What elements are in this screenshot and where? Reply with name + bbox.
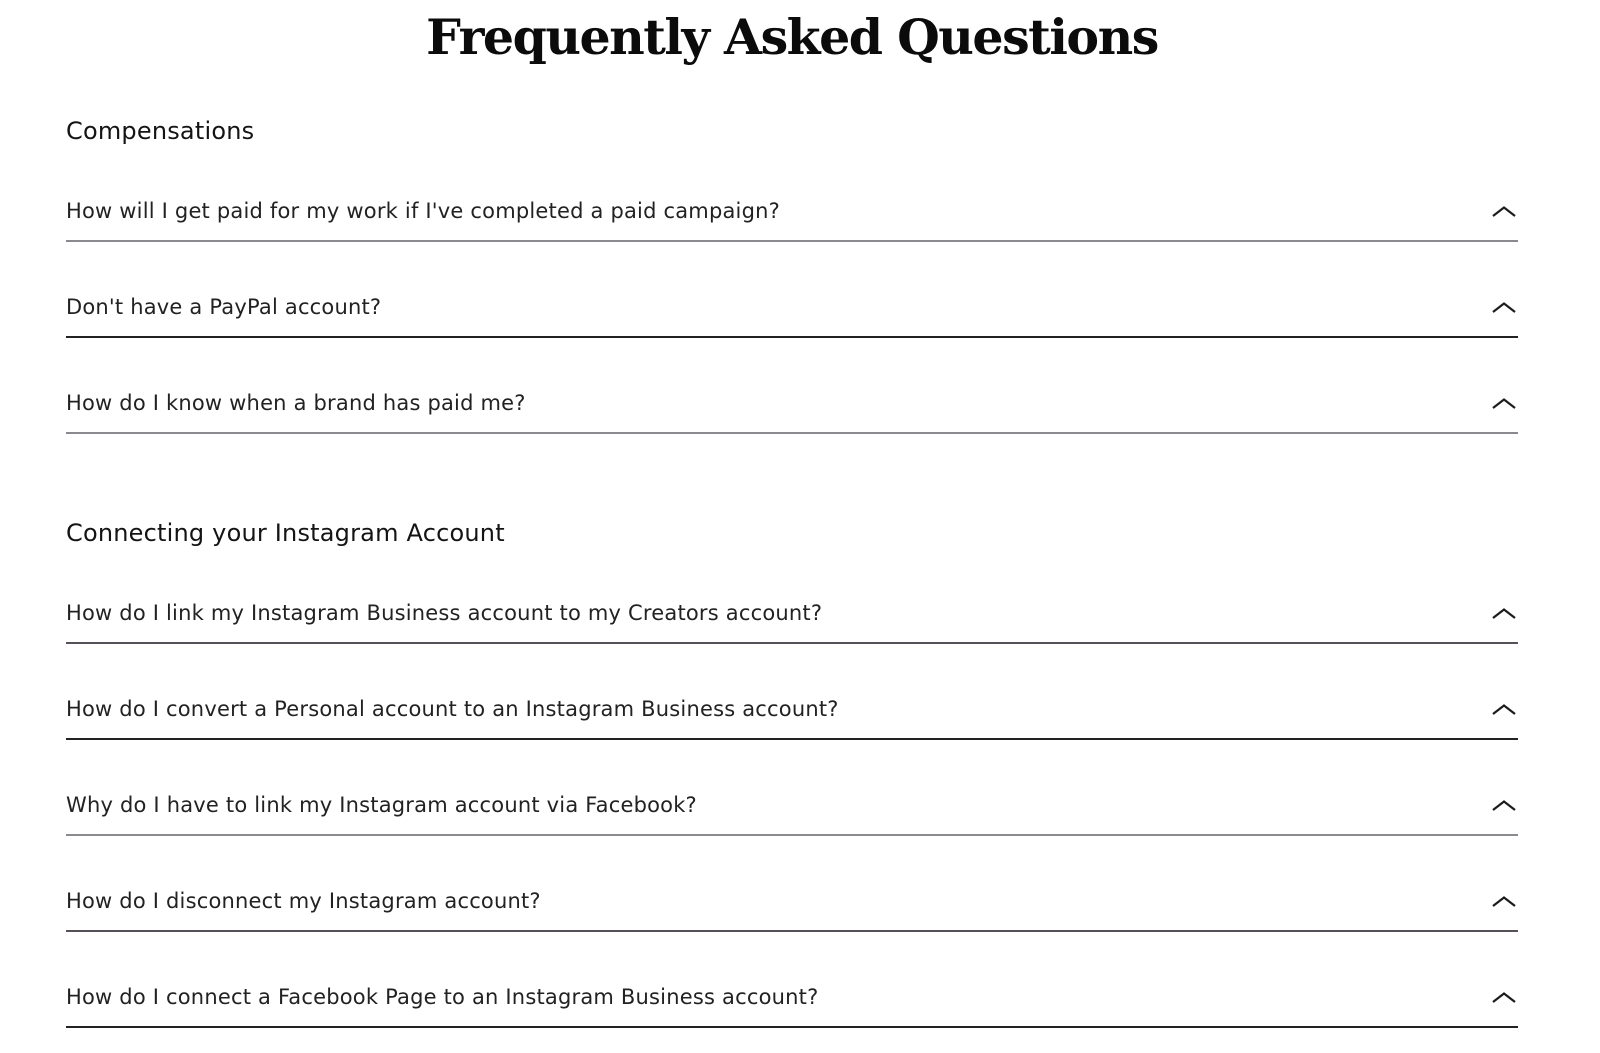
- faq-question-row[interactable]: [66, 242, 1518, 338]
- faq-question-row[interactable]: [66, 932, 1518, 1028]
- page-title: Frequently Asked Questions: [426, 8, 1158, 66]
- chevron-up-icon[interactable]: [1490, 606, 1518, 620]
- chevron-up-icon[interactable]: [1490, 894, 1518, 908]
- faq-page: [0, 8, 1600, 1053]
- chevron-up-icon[interactable]: [1490, 300, 1518, 314]
- chevron-up-icon[interactable]: [1490, 204, 1518, 218]
- section-heading: Compensations: [66, 117, 255, 145]
- chevron-up-icon[interactable]: [1490, 702, 1518, 716]
- chevron-up-icon[interactable]: [1490, 990, 1518, 1004]
- faq-sections: [66, 116, 1518, 1028]
- faq-question-row[interactable]: [66, 644, 1518, 740]
- faq-question-row[interactable]: [66, 836, 1518, 932]
- faq-section: [66, 518, 1518, 1028]
- faq-question-text: Why do I have to link my Instagram account via Facebook?: [66, 793, 697, 817]
- faq-question-text: How do I connect a Facebook Page to an Instagram Business account?: [66, 985, 819, 1009]
- faq-question-text: Don't have a PayPal account?: [66, 295, 382, 319]
- faq-section: [66, 116, 1518, 434]
- faq-question-row[interactable]: [66, 740, 1518, 836]
- faq-question-row[interactable]: [66, 338, 1518, 434]
- faq-question-text: How do I know when a brand has paid me?: [66, 391, 526, 415]
- faq-question-row[interactable]: [66, 548, 1518, 644]
- chevron-up-icon[interactable]: [1490, 798, 1518, 812]
- faq-question-text: How will I get paid for my work if I've completed a paid campaign?: [66, 199, 780, 223]
- section-heading: Connecting your Instagram Account: [66, 519, 505, 547]
- chevron-up-icon[interactable]: [1490, 396, 1518, 410]
- faq-question-row[interactable]: [66, 146, 1518, 242]
- faq-question-text: How do I convert a Personal account to an Instagram Business account?: [66, 697, 839, 721]
- faq-question-text: How do I link my Instagram Business account to my Creators account?: [66, 601, 823, 625]
- faq-question-text: How do I disconnect my Instagram account?: [66, 889, 541, 913]
